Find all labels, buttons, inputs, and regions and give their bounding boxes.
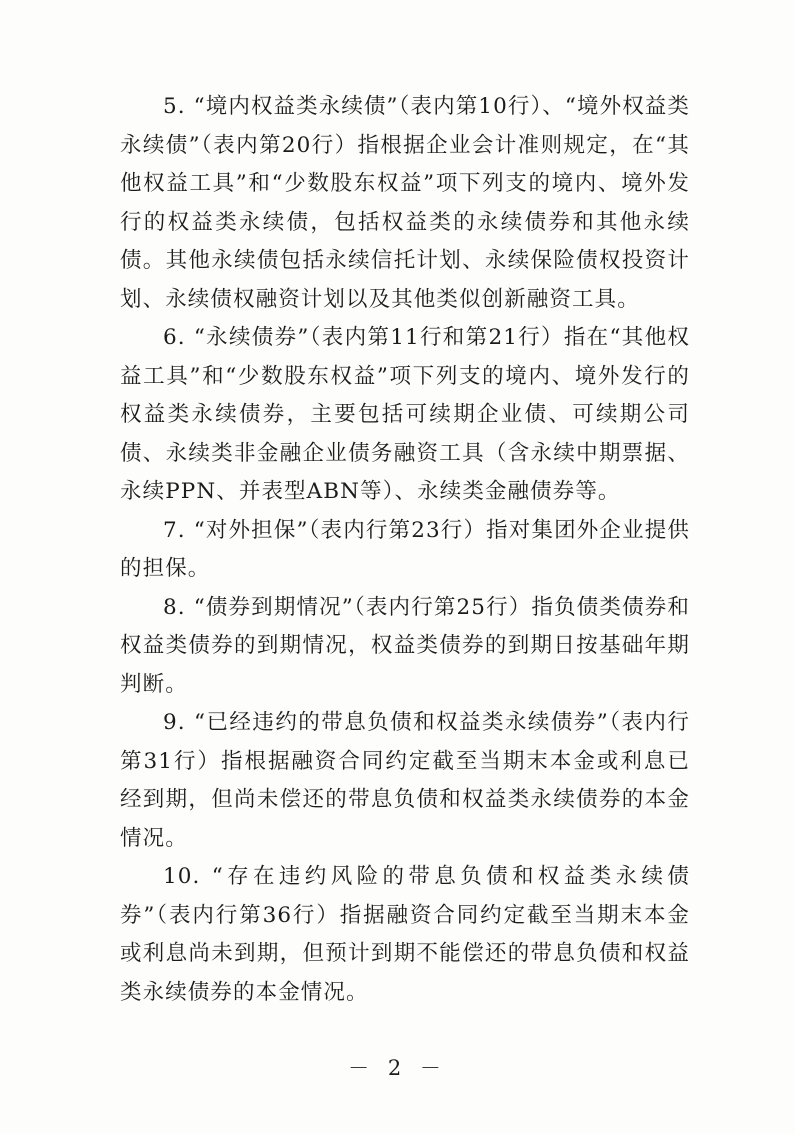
paragraph-item-7: 7. “对外担保”（表内行第23行）指对集团外企业提供的担保。 [120,517,690,581]
paragraph-item-5: 5. “境内权益类永续债”（表内第10行）、“境外权益类永续债”（表内第20行）指根据企业会计准则规定，在“其他权益工具”和“少数股东权益”项下列支的境内、境外发行的权益类永续债，包括权益类的永续债券和其他永续债。其他永续债包括永续信托计划、永续保险债权投资计划、永续债权融资计划以及其他类似创新融资工具。 [120,94,690,312]
paragraph-item-9: 9. “已经违约的带息负债和权益类永续债券”（表内行第31行）指根据融资合同约定截至当期末本金或利息已经到期，但尚未偿还的带息负债和权益类永续债券的本金情况。 [120,710,690,851]
body-text [120,88,690,1012]
paragraph-item-6: 6. “永续债券”（表内第11行和第21行）指在“其他权益工具”和“少数股东权益”项下列支的境内、境外发行的权益类永续债券，主要包括可续期企业债、可续期公司债、永续类非金融企业债务融资工具（含永续中期票据、永续PPN、并表型ABN等）、永续类金融债券等。 [120,325,690,504]
page-number: － 2 － [348,1056,447,1080]
paragraph-item-10: 10. “存在违约风险的带息负债和权益类永续债券”（表内行第36行）指据融资合同约定截至当期末本金或利息尚未到期，但预计到期不能偿还的带息负债和权益类永续债券的本金情况。 [120,864,690,1005]
paragraph-item-8: 8. “债券到期情况”（表内行第25行）指负债类债券和权益类债券的到期情况，权益类债券的到期日按基础年期判断。 [120,594,690,697]
